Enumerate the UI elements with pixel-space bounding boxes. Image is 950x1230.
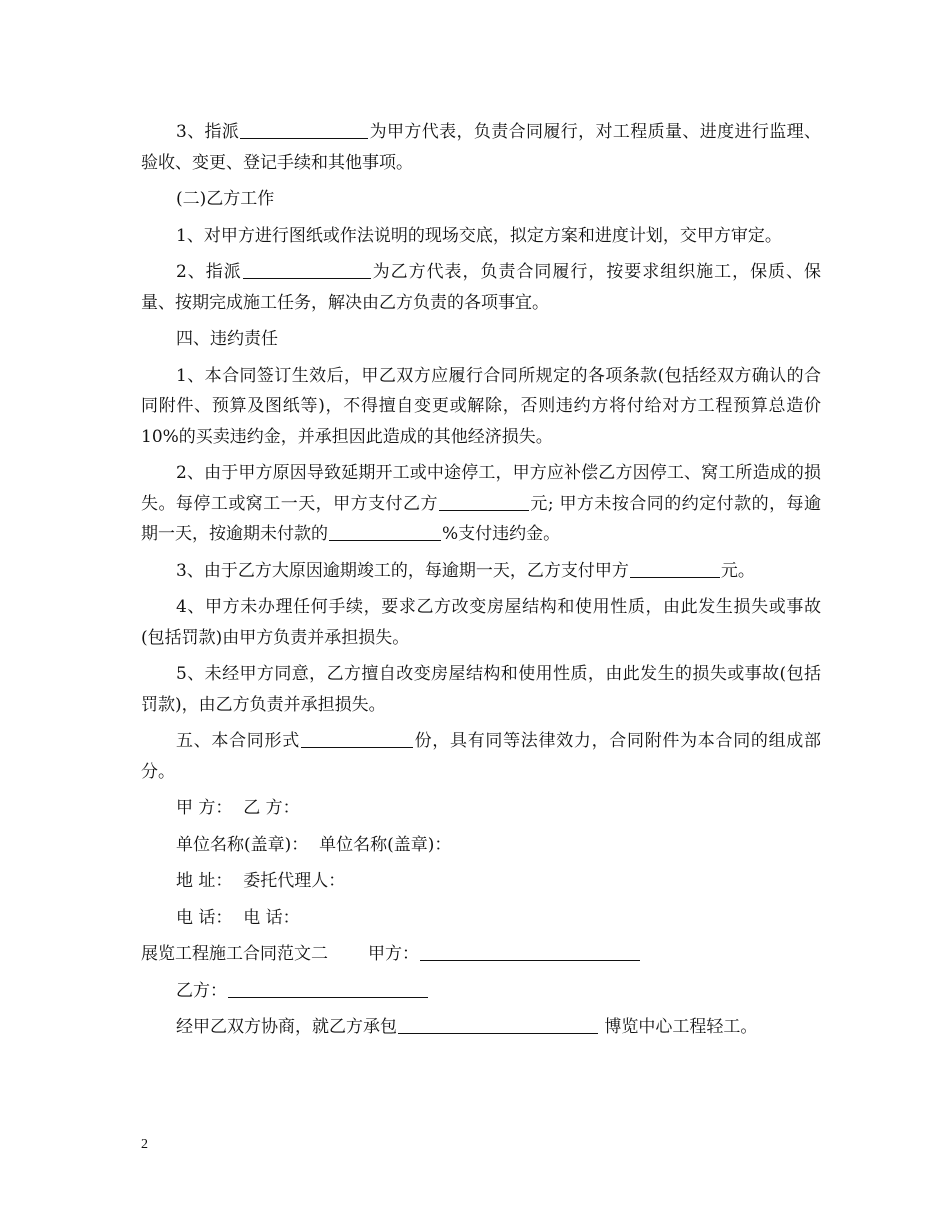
signature-phone: 电 话： 电 话： — [176, 907, 300, 928]
breach-clause-1: 1、本合同签订生效后，甲乙双方应履行合同所规定的各项条款(包括经双方确认的合同附件、预算及图纸等)，不得擅自变更或解除，否则违约方将付给对方工程预算总造价 10%的买卖违约金，并承担因此造成的其他经济损失。 — [141, 365, 821, 447]
blank-line — [630, 576, 720, 578]
breach-clause-5: 5、未经甲方同意，乙方擅自改变房屋结构和使用性质，由此发生的损失或事故(包括罚款)，由乙方负责并承担损失。 — [141, 664, 821, 715]
blank-line — [228, 996, 428, 998]
clause-1-party-b: 1、对甲方进行图纸或作法说明的现场交底，拟定方案和进度计划，交甲方审定。 — [176, 225, 782, 246]
blank-line — [398, 1032, 598, 1034]
breach-clause-4: 4、甲方未办理任何手续，要求乙方改变房屋结构和使用性质，由此发生损失或事故(包括罚款)由甲方负责并承担损失。 — [141, 597, 821, 648]
breach-clause-3: 3、由于乙方大原因逾期竣工的，每逾期一天，乙方支付甲方 元。 — [176, 560, 755, 581]
section-party-b-work: (二)乙方工作 — [176, 189, 275, 209]
party-b-line: 乙方： — [141, 976, 821, 1007]
breach-clause-2: 2、由于甲方原因导致延期开工或中途停工，甲方应补偿乙方因停工、窝工所造成的损失。每停工或窝工一天，甲方支付乙方 元; 甲方未按合同的约定付款的，每逾期一天，按逾期未付款的 %支付违约金。 — [141, 463, 821, 544]
signature-parties: 甲 方： 乙 方： — [176, 798, 300, 818]
signature-address: 地 址： 委托代理人： — [176, 871, 346, 891]
blank-line — [240, 137, 368, 139]
page-number: 2 — [141, 1137, 148, 1152]
blank-line — [439, 509, 529, 511]
blank-line — [301, 746, 413, 748]
negotiation-clause: 经甲乙双方协商，就乙方承包 博览中心工程轻工。 — [176, 1017, 758, 1037]
blank-line — [243, 277, 371, 279]
blank-line — [329, 539, 441, 541]
document-body — [141, 117, 821, 1049]
sample-two-header: 展览工程施工合同范文二 甲方： — [141, 939, 821, 970]
blank-line — [420, 959, 640, 961]
contract-copies-clause: 五、本合同形式 份，具有同等法律效力，合同附件为本合同的组成部分。 — [141, 731, 822, 782]
clause-2-party-b-rep: 2、指派 为乙方代表，负责合同履行，按要求组织施工，保质、保量、按期完成施工任务，解决由乙方负责的各项事宜。 — [141, 262, 821, 313]
signature-unit-names: 单位名称(盖章)： 单位名称(盖章)： — [176, 834, 452, 855]
section-breach-liability: 四、违约责任 — [176, 329, 278, 349]
clause-3-party-a-rep: 3、指派 为甲方代表，负责合同履行，对工程质量、进度进行监理、验收、变更、登记手续和其他事项。 — [141, 122, 821, 173]
